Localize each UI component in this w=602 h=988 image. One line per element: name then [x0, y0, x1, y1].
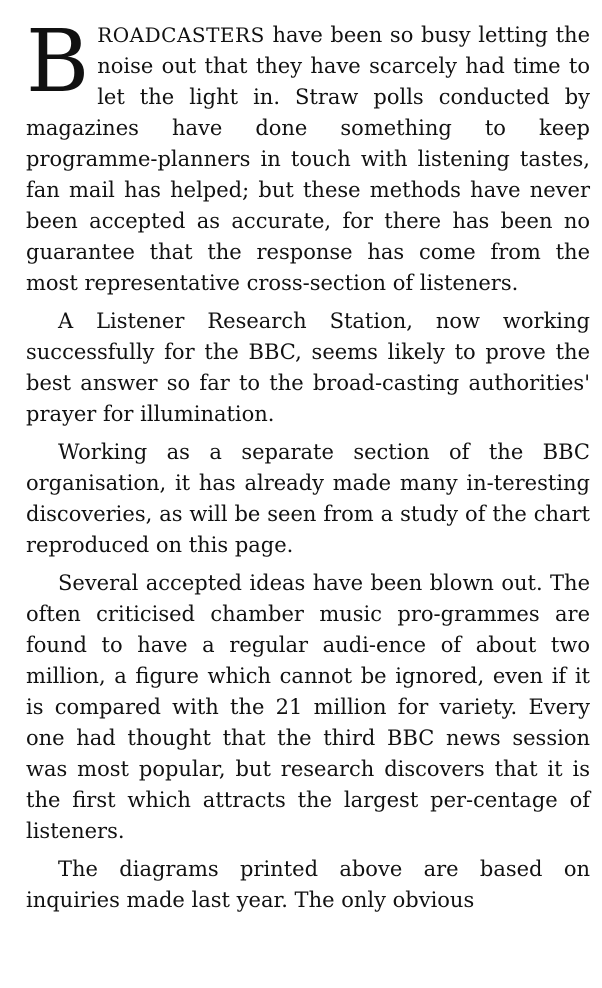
article-column — [26, 12, 590, 923]
lead-caps: ROADCASTERS — [97, 23, 265, 47]
paragraph-5: The diagrams printed above are based on inquiries made last year. The only obvious — [26, 857, 590, 912]
paragraph-4: Several accepted ideas have been blown out. The often criticised chamber music pro-grammes are found to have a regular audi-ence of about two million, a figure which cannot be ignored, even if it is compared with the 21 million for variety. Every one had thought that the third BBC news session was most popular, but research discovers that it is the first which attracts the largest per-centage of listeners. — [26, 571, 590, 843]
paragraph-1 — [26, 12, 590, 299]
paragraph-2: A Listener Research Station, now working successfully for the BBC, seems likely to prove the best answer so far to the broad-casting authorities' prayer for illumination. — [26, 309, 590, 426]
drop-cap: B — [26, 12, 90, 112]
paragraph-3: Working as a separate section of the BBC organisation, it has already made many in-teresting discoveries, as will be seen from a study of the chart reproduced on this page. — [26, 440, 590, 557]
paragraph-1-text: have been so busy letting the noise out that they have scarcely had time to let the light in. Straw polls conducted by magazines have done something to keep programme-planners in touch with listening tastes, fan mail has helped; but these methods have never been accepted as accurate, for there has been no guarantee that the response has come from the most representative cross-section of listeners. — [26, 23, 590, 295]
